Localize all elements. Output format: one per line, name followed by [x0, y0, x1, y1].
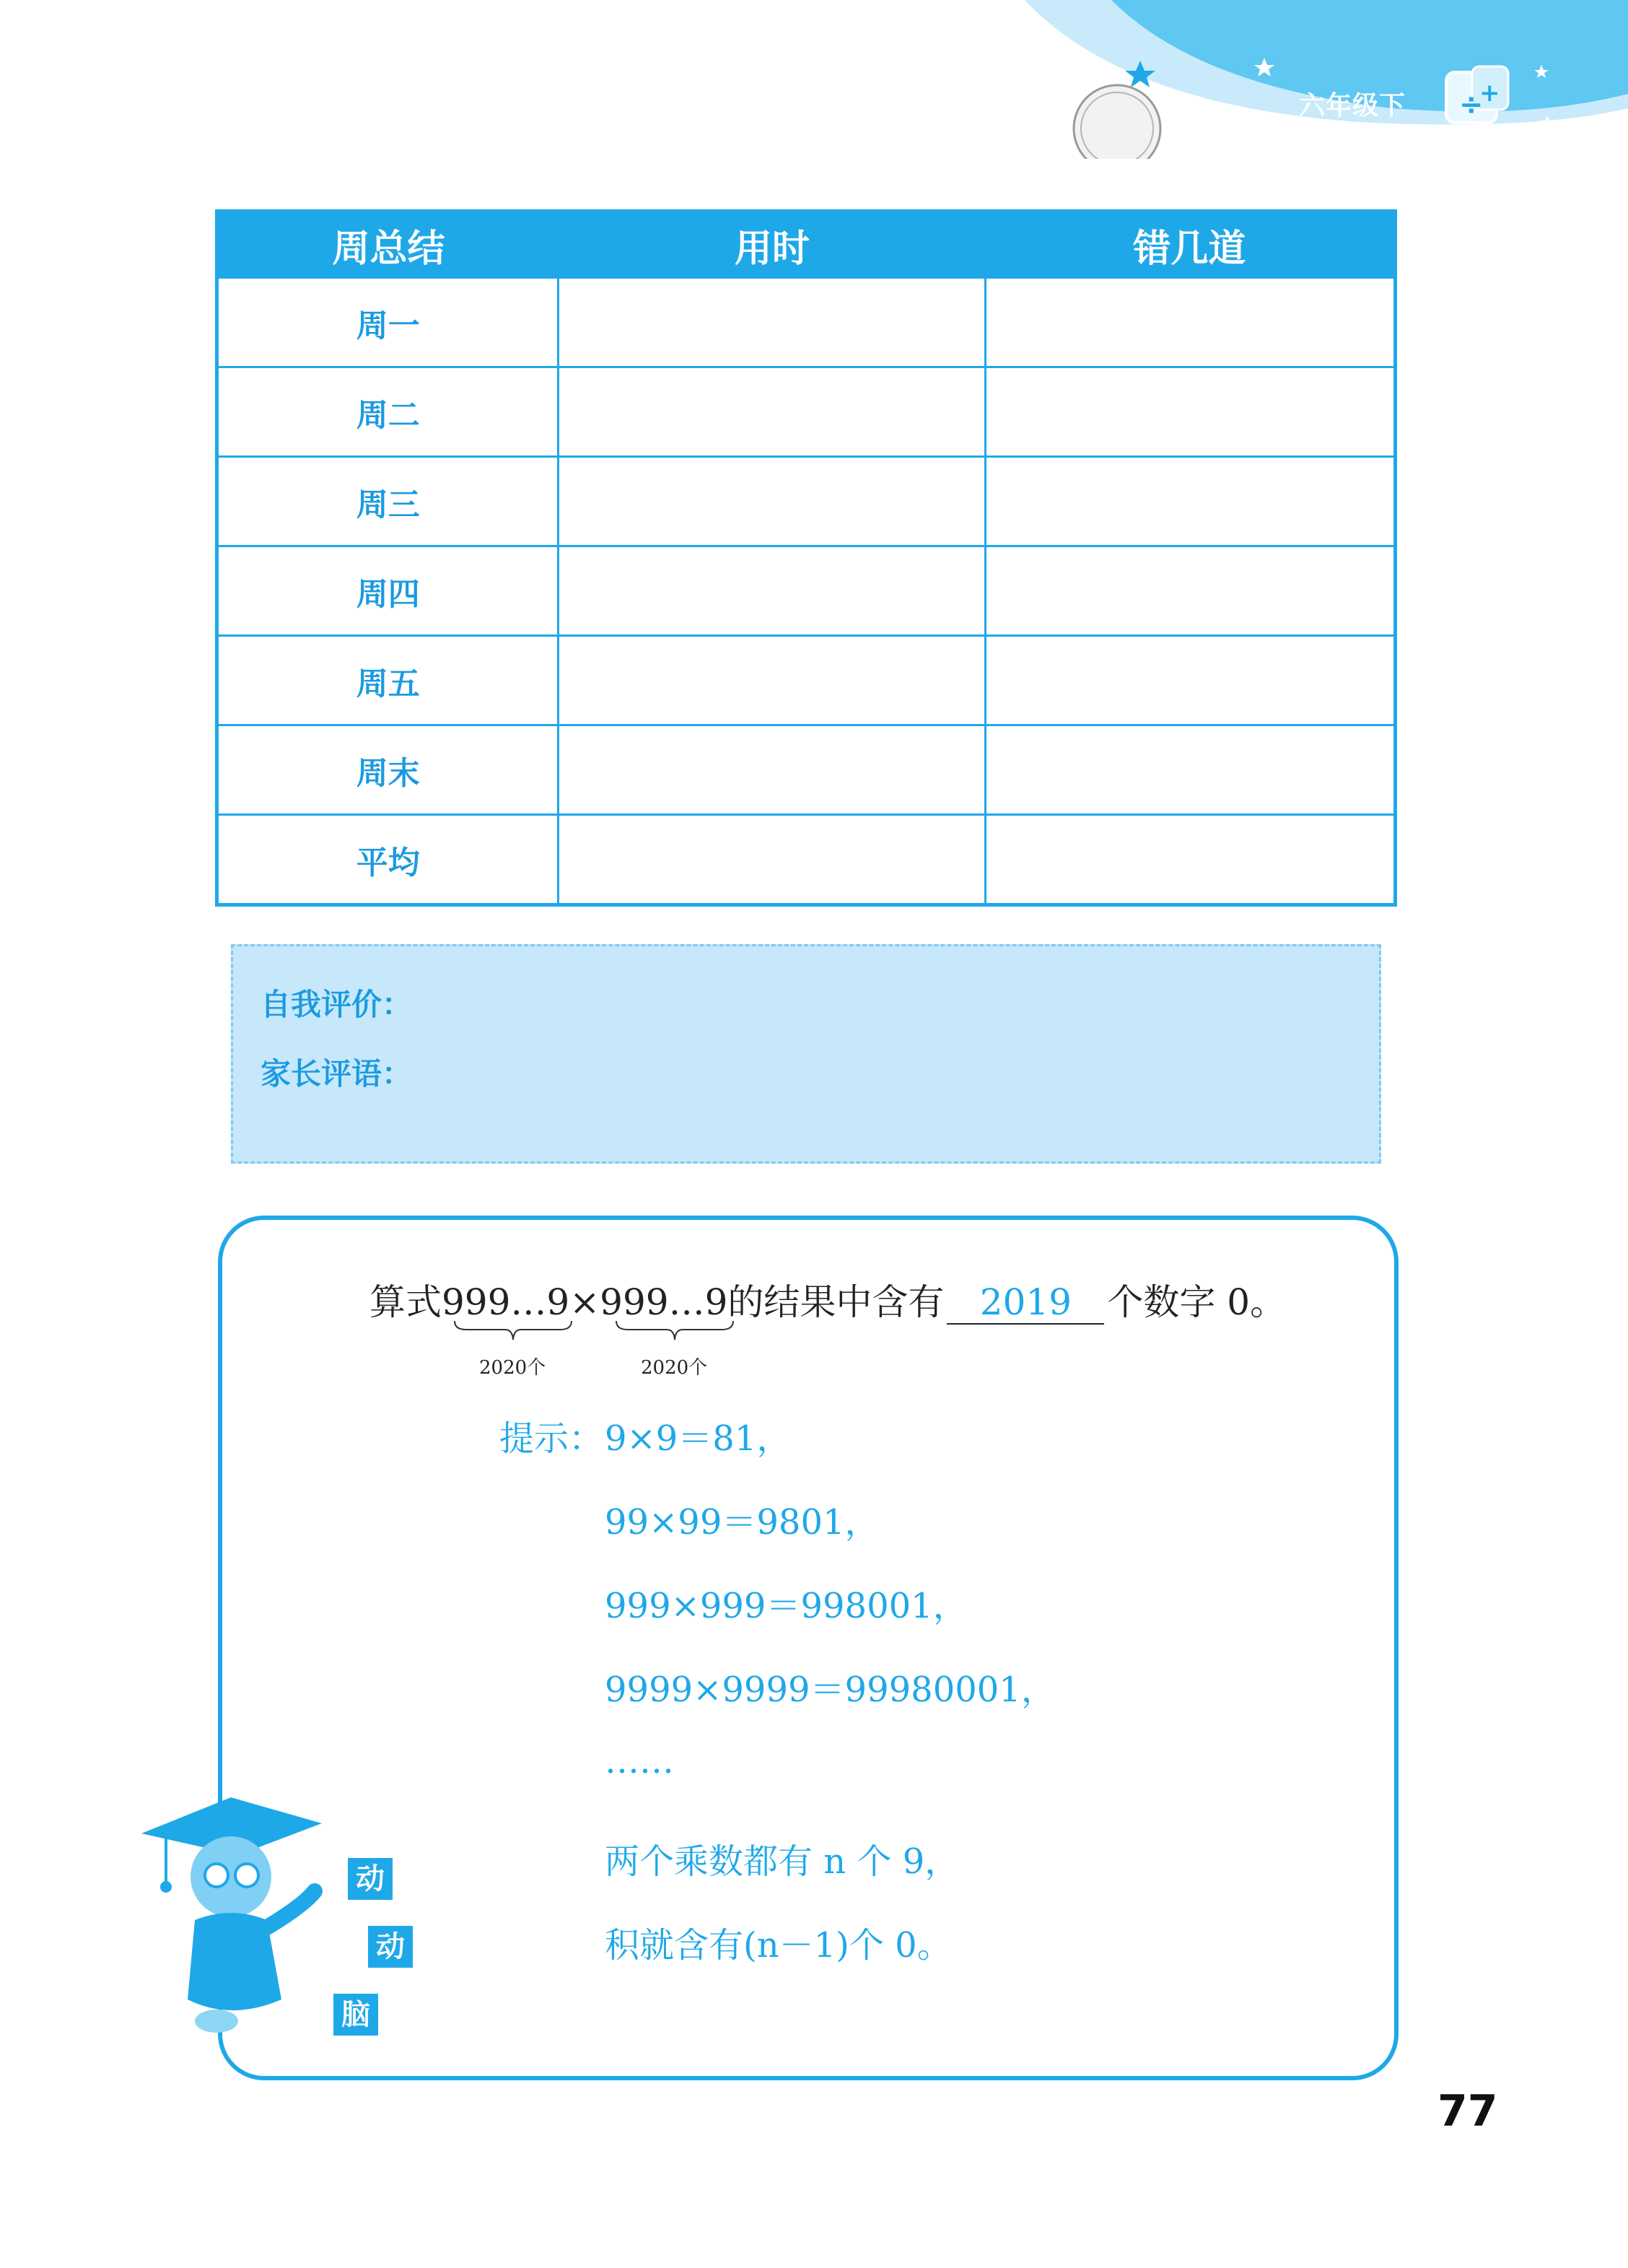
question-suffix: 个数字 0。 — [1107, 1281, 1287, 1323]
row-label-monday: 周一 — [217, 278, 559, 367]
factor-2: 999…9 — [600, 1281, 728, 1323]
badge-char-1: 动 — [348, 1858, 393, 1900]
time-cell[interactable] — [559, 457, 986, 546]
answer-blank[interactable] — [947, 1281, 1104, 1325]
svg-text:÷: ÷ — [1459, 88, 1484, 121]
hint-label: 提示： — [499, 1418, 604, 1459]
brace-label-2: 2020个 — [641, 1357, 708, 1379]
mistakes-cell[interactable] — [986, 457, 1396, 546]
table-row — [217, 636, 1396, 725]
self-evaluation-label: 自我评价： — [261, 987, 413, 1022]
times-sign: × — [569, 1281, 600, 1323]
underbrace-2 — [613, 1318, 736, 1347]
table-row — [217, 367, 1396, 457]
evaluation-box — [231, 944, 1381, 1164]
mistakes-cell[interactable] — [986, 367, 1396, 457]
row-label-weekend: 周末 — [217, 725, 559, 815]
mistakes-cell[interactable] — [986, 636, 1396, 725]
table-row — [217, 278, 1396, 367]
header-decoration — [0, 0, 1628, 159]
table-header-row — [217, 211, 1396, 278]
svg-text:+: + — [1479, 79, 1500, 108]
page-number: 77 — [1437, 2086, 1498, 2137]
time-cell[interactable] — [559, 815, 986, 905]
underbrace-1 — [452, 1318, 574, 1347]
grade-label: 六年级下 — [1299, 91, 1406, 121]
header-summary: 周总结 — [217, 211, 559, 278]
table-row — [217, 815, 1396, 905]
hint-line-7: 积就含有(n－1)个 0。 — [605, 1925, 952, 1966]
mistakes-cell[interactable] — [986, 815, 1396, 905]
badge-char-3: 脑 — [333, 1994, 378, 2036]
mistakes-cell[interactable] — [986, 278, 1396, 367]
header-time-used: 用时 — [559, 211, 986, 278]
time-cell[interactable] — [559, 546, 986, 636]
row-label-thursday: 周四 — [217, 546, 559, 636]
time-cell[interactable] — [559, 636, 986, 725]
table-row — [217, 546, 1396, 636]
question-prefix: 算式 — [369, 1281, 442, 1323]
row-label-tuesday: 周二 — [217, 367, 559, 457]
answer-value: 2019 — [979, 1281, 1072, 1323]
time-cell[interactable] — [559, 278, 986, 367]
header-mistakes: 错几道 — [986, 211, 1396, 278]
hint-line-2: 99×99＝9801， — [605, 1502, 880, 1543]
hint-line-5: …… — [605, 1741, 674, 1781]
hint-line-3: 999×999＝998001， — [605, 1586, 968, 1626]
row-label-average: 平均 — [217, 815, 559, 905]
badge-char-2: 动 — [368, 1926, 413, 1968]
question-middle: 的结果中含有 — [727, 1281, 945, 1323]
stamp-icon — [1074, 85, 1160, 159]
row-label-friday: 周五 — [217, 636, 559, 725]
row-label-wednesday: 周三 — [217, 457, 559, 546]
mistakes-cell[interactable] — [986, 725, 1396, 815]
hint-line-6: 两个乘数都有 n 个 9， — [605, 1841, 960, 1882]
hint-line-4: 9999×9999＝99980001， — [605, 1670, 1056, 1710]
table-row — [217, 725, 1396, 815]
time-cell[interactable] — [559, 725, 986, 815]
parent-comment-label: 家长评语： — [261, 1056, 413, 1091]
time-cell[interactable] — [559, 367, 986, 457]
table-row — [217, 457, 1396, 546]
graduate-mascot-icon — [137, 1783, 354, 2043]
weekly-summary-table — [215, 209, 1397, 907]
mistakes-cell[interactable] — [986, 546, 1396, 636]
brace-label-1: 2020个 — [479, 1357, 546, 1379]
factor-1: 999…9 — [442, 1281, 570, 1323]
hint-line-1: 9×9＝81， — [605, 1418, 792, 1459]
